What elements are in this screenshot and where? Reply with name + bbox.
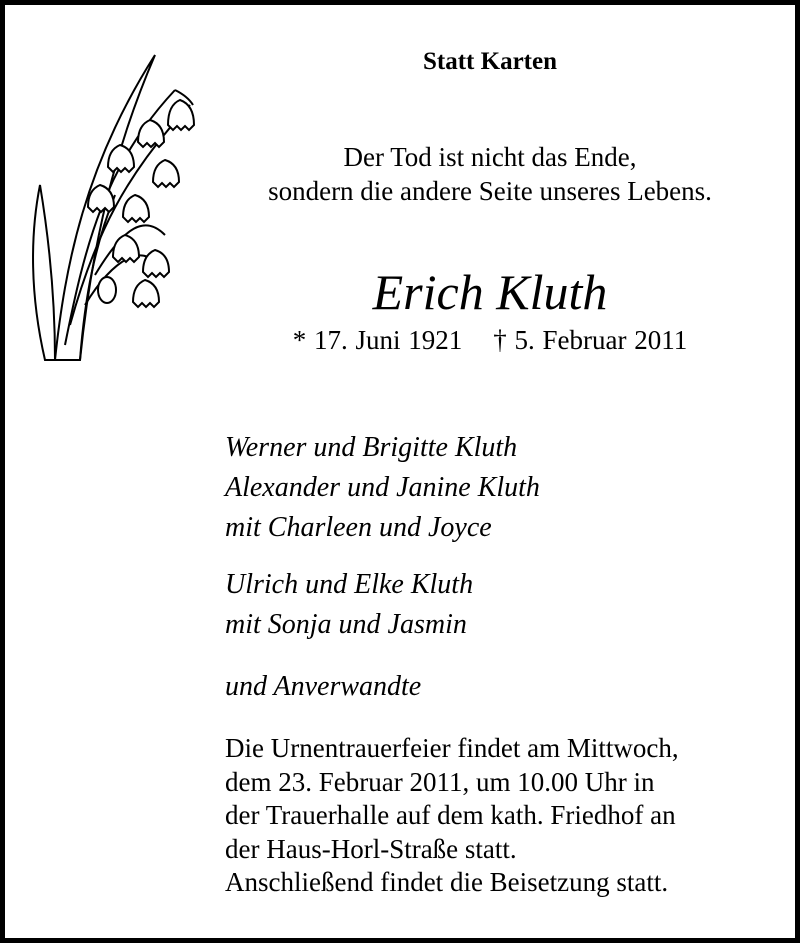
quote-line: Der Tod ist nicht das Ende, bbox=[343, 142, 637, 172]
ceremony-details bbox=[225, 732, 679, 900]
ceremony-line: dem 23. Februar 2011, um 10.00 Uhr in bbox=[225, 766, 655, 797]
life-dates bbox=[230, 325, 750, 356]
ceremony-line: der Haus-Horl-Straße statt. bbox=[225, 833, 517, 864]
quote-line: sondern die andere Seite unseres Lebens. bbox=[268, 176, 712, 206]
mourners-group-3 bbox=[225, 667, 421, 707]
memorial-quote bbox=[200, 140, 780, 208]
mourner-line: mit Sonja und Jasmin bbox=[225, 609, 467, 640]
ceremony-line: der Trauerhalle auf dem kath. Friedhof an bbox=[225, 800, 676, 830]
lily-of-the-valley-icon bbox=[25, 45, 205, 365]
ceremony-line: Anschließend findet die Beisetzung statt. bbox=[225, 867, 669, 897]
mourner-line: Alexander und Janine Kluth bbox=[225, 472, 540, 503]
mourner-line: Ulrich und Elke Kluth bbox=[225, 569, 474, 600]
mourner-line: und Anverwandte bbox=[225, 671, 422, 702]
mourner-line: mit Charleen und Joyce bbox=[225, 512, 492, 543]
deceased-name: Erich Kluth bbox=[372, 264, 608, 320]
notice-heading: Statt Karten bbox=[423, 48, 557, 75]
mourner-line: Werner und Brigitte Kluth bbox=[225, 432, 518, 463]
ceremony-line: Die Urnentrauerfeier findet am Mittwoch, bbox=[225, 733, 679, 763]
mourners-group-1 bbox=[225, 428, 540, 548]
death-date: † 5. Februar 2011 bbox=[493, 325, 688, 355]
birth-date: * 17. Juni 1921 bbox=[292, 325, 463, 355]
mourners-group-2 bbox=[225, 565, 473, 645]
